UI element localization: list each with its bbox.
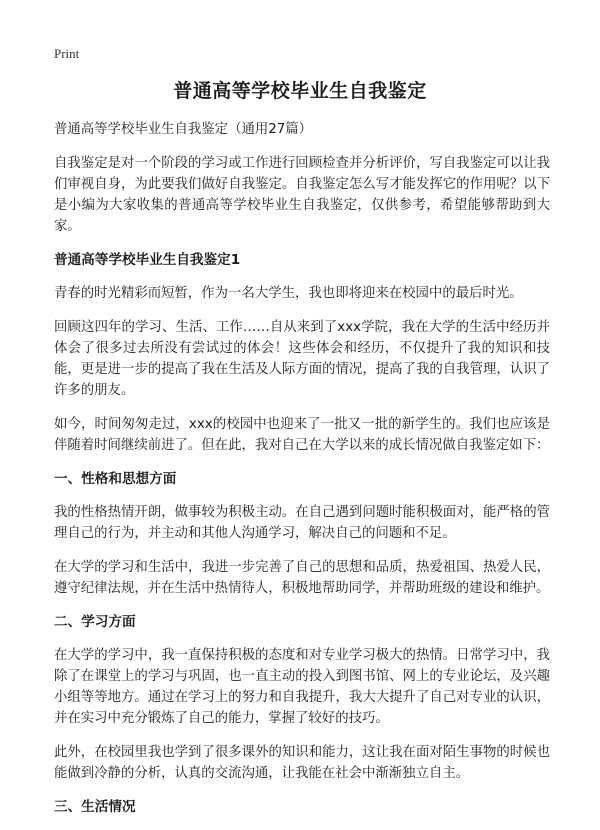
- paragraph: 在大学的学习中，我一直保持积极的态度和对专业学习极大的热情。日常学习中，我除了在课堂上的学习与巩固，也一直主动的投入到图书馆、网上的专业论坛，及兴趣小组等等地方。通过在学习上的努力和自我提升，我大大提升了自己对专业的认识，并在实习中充分锻炼了自己的能力，掌握了较好的技巧。: [54, 648, 550, 726]
- print-link[interactable]: Print: [54, 46, 80, 61]
- page-title: 普通高等学校毕业生自我鉴定: [173, 80, 427, 102]
- document-body: [54, 120, 550, 830]
- subsection-heading: 三、生活情况: [54, 799, 136, 815]
- paragraph: 回顾这四年的学习、生活、工作……自从来到了xxx学院，我在大学的生活中经历并体会了很多过去所没有尝试过的体会！这些体会和经历，不仅提升了我的知识和技能，更是进一步的提高了我在生活及人际方面的情况，提高了我的自我管理，认识了许多的朋友。: [54, 320, 550, 398]
- subsection-heading: 二、学习方面: [54, 614, 136, 630]
- paragraph: 此外，在校园里我也学到了很多课外的知识和能力，这让我在面对陌生事物的时候也能做到冷静的分析，认真的交流沟通，让我能在社会中渐渐独立自主。: [54, 745, 550, 781]
- paragraph: 我的性格热情开朗，做事较为积极主动。在自己遇到问题时能积极面对，能严格的管理自己的行为，并主动和其他人沟通学习，解决自己的问题和不足。: [54, 505, 550, 541]
- subsection-heading: 一、性格和思想方面: [54, 471, 177, 487]
- paragraph: 如今，时间匆匆走过，xxx的校园中也迎来了一批又一批的新学生的。我们也应该是伴随着时间继续前进了。但在此，我对自己在大学以来的成长情况做自我鉴定如下：: [54, 417, 550, 453]
- intro-paragraph: 自我鉴定是对一个阶段的学习或工作进行回顾检查并分析评价，写自我鉴定可以让我们审视自身，为此要我们做好自我鉴定。自我鉴定怎么写才能发挥它的作用呢？以下是小编为大家收集的普通高等学校毕业生自我鉴定，仅供参考，希望能够帮助到大家。: [54, 156, 550, 234]
- paragraph: 在大学的学习和生活中，我进一步完善了自己的思想和品质，热爱祖国、热爱人民，遵守纪律法规，并在生活中热情待人，积极地帮助同学，并帮助班级的建设和维护。: [54, 560, 550, 596]
- paragraph: 青春的时光精彩而短暂，作为一名大学生，我也即将迎来在校园中的最后时光。: [54, 286, 523, 301]
- document-subtitle: 普通高等学校毕业生自我鉴定（通用27篇）: [54, 122, 313, 137]
- section-heading: 普通高等学校毕业生自我鉴定1: [54, 252, 241, 268]
